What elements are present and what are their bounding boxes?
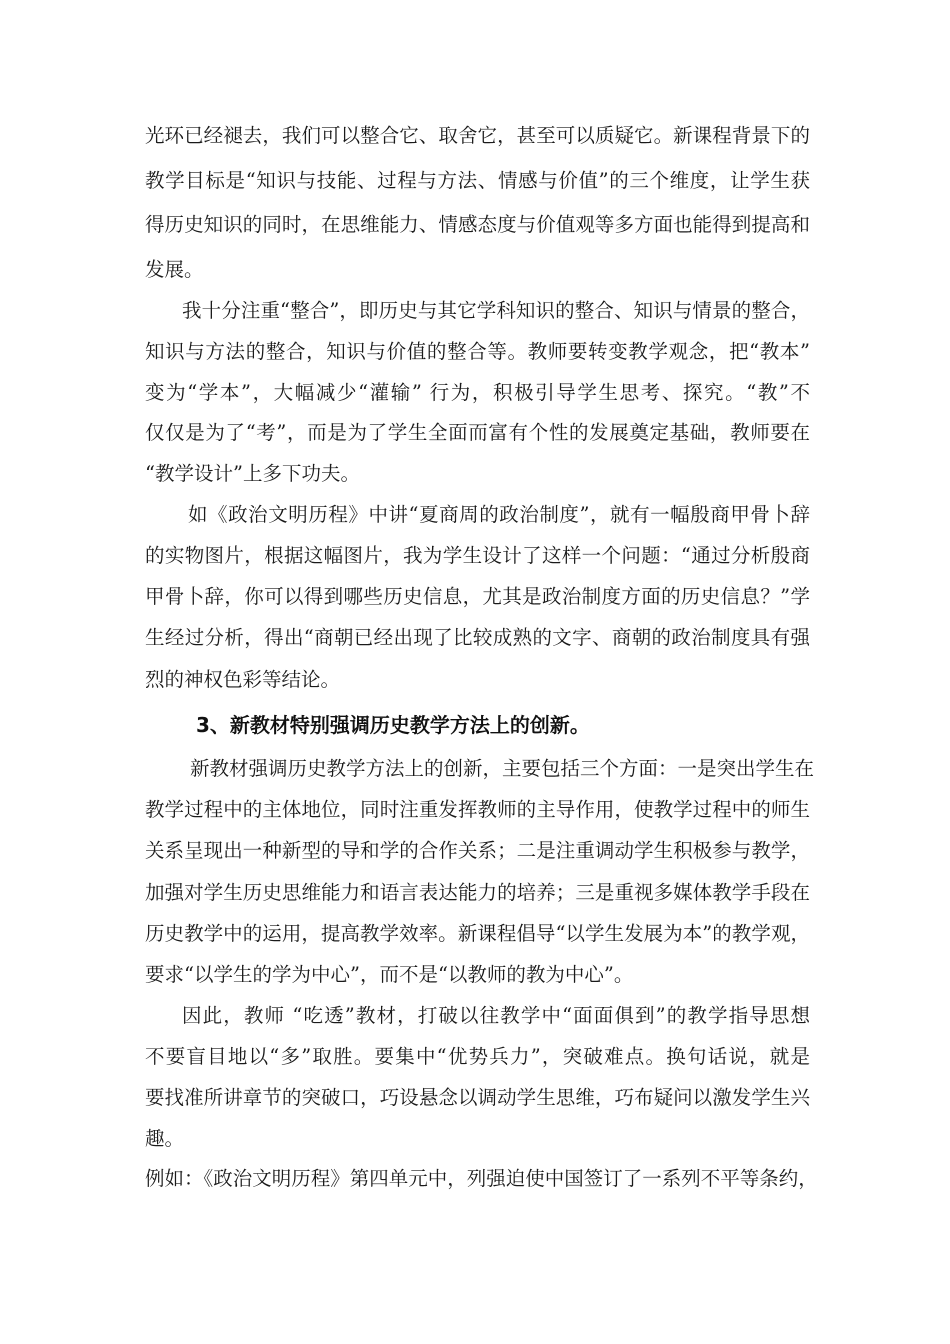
- paragraph-line: 新教材强调历史教学方法上的创新，主要包括三个方面：一是突出学生在: [190, 757, 815, 780]
- paragraph-line: 加强对学生历史思维能力和语言表达能力的培养；三是重视多媒体教学手段在: [145, 881, 810, 904]
- paragraph-line: 生经过分析，得出“商朝已经出现了比较成熟的文字、商朝的政治制度具有强: [145, 626, 810, 649]
- paragraph-line: 要找准所讲章节的突破口，巧设悬念以调动学生思维，巧布疑问以激发学生兴: [145, 1086, 810, 1109]
- paragraph-line: 历史教学中的运用，提高教学效率。新课程倡导“以学生发展为本”的教学观，: [145, 922, 810, 945]
- paragraph-line: 不要盲目地以“多”取胜。要集中“优势兵力”，突破难点。换句话说，就是: [145, 1045, 810, 1068]
- paragraph-line: 光环已经褪去，我们可以整合它、取舍它，甚至可以质疑它。新课程背景下的: [145, 124, 810, 147]
- paragraph-line: 变为“学本”，大幅减少“灌输” 行为，积极引导学生思考、探究。“教”不: [145, 381, 810, 404]
- paragraph-line: 因此，教师 “吃透”教材，打破以往教学中“面面俱到”的教学指导思想: [182, 1004, 810, 1027]
- paragraph-line: 仅仅是为了“考”，而是为了学生全面而富有个性的发展奠定基础，教师要在: [145, 421, 810, 444]
- paragraph-line: 关系呈现出一种新型的导和学的合作关系；二是注重调动学生积极参与教学，: [145, 839, 810, 862]
- paragraph-line: 知识与方法的整合，知识与价值的整合等。教师要转变教学观念，把“教本”: [145, 340, 810, 363]
- paragraph-line: 要求“以学生的学为中心”，而不是“以教师的教为中心”。: [145, 963, 634, 986]
- paragraph-line: 例如：《政治文明历程》第四单元中，列强迫使中国签订了一系列不平等条约，: [145, 1167, 818, 1190]
- paragraph-line: 趣。: [145, 1127, 185, 1150]
- paragraph-line: 得历史知识的同时，在思维能力、情感态度与价值观等多方面也能得到提高和: [145, 213, 810, 236]
- paragraph-line: 如《政治文明历程》中讲“夏商周的政治制度”，就有一幅殷商甲骨卜辞: [188, 503, 810, 526]
- paragraph-line: 教学过程中的主体地位，同时注重发挥教师的主导作用，使教学过程中的师生: [145, 798, 810, 821]
- paragraph-line: 我十分注重“整合”，即历史与其它学科知识的整合、知识与情景的整合，: [182, 299, 810, 322]
- paragraph-line: 的实物图片，根据这幅图片，我为学生设计了这样一个问题：“通过分析殷商: [145, 544, 810, 567]
- section-heading: 3、新教材特别强调历史教学方法上的创新。: [196, 713, 590, 737]
- paragraph-line: 教学目标是“知识与技能、过程与方法、情感与价值”的三个维度，让学生获: [145, 169, 810, 192]
- paragraph-line: 发展。: [145, 258, 204, 281]
- paragraph-line: 甲骨卜辞，你可以得到哪些历史信息，尤其是政治制度方面的历史信息？”学: [145, 585, 810, 608]
- paragraph-line: 烈的神权色彩等结论。: [145, 668, 341, 691]
- paragraph-line: “教学设计”上多下功夫。: [145, 462, 360, 485]
